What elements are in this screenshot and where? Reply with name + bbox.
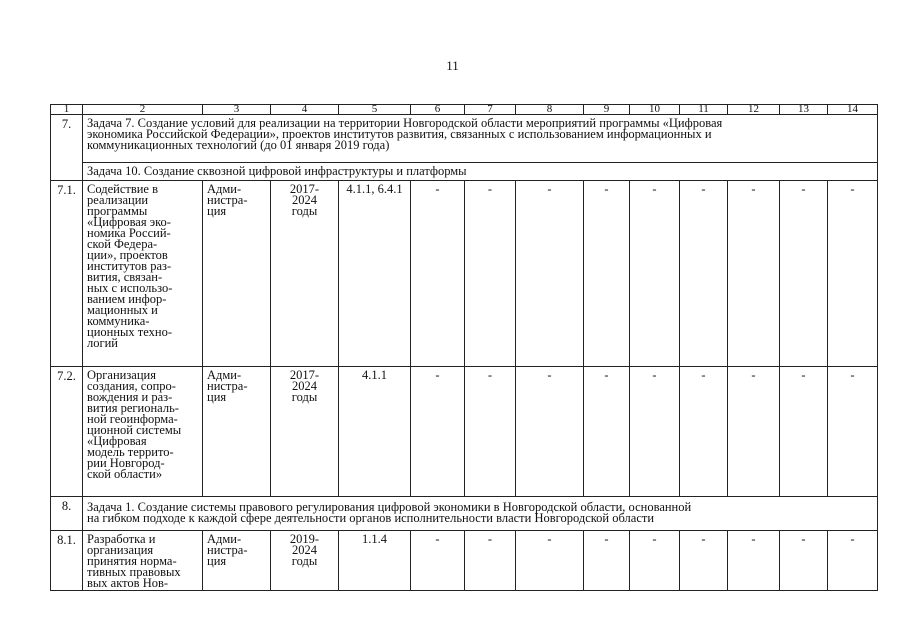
section-task-cell <box>83 115 878 181</box>
executor-line: ция <box>207 554 227 568</box>
activity-name-line: модель террито- <box>87 445 174 459</box>
column-number: 10 <box>630 105 680 115</box>
period-line: 2024 <box>292 193 317 207</box>
column-number: 2 <box>83 105 203 115</box>
dash-cell: - <box>584 181 630 367</box>
dash-cell: - <box>828 367 878 497</box>
target-indicators: 4.1.1 <box>339 367 411 497</box>
dash-cell: - <box>828 181 878 367</box>
table-row <box>51 181 878 367</box>
activity-name-line: ных с использо- <box>87 281 173 295</box>
column-number: 4 <box>271 105 339 115</box>
activity-name-line: ционных техно- <box>87 325 172 339</box>
table-row <box>51 531 878 591</box>
column-number: 5 <box>339 105 411 115</box>
column-number: 14 <box>828 105 878 115</box>
activity-name-line: принятия норма- <box>87 554 177 568</box>
dash-cell: - <box>630 367 680 497</box>
activity-name-line: номика Россий- <box>87 226 171 240</box>
section-number: 8. <box>51 497 83 531</box>
executor-line: Адми- <box>207 368 242 382</box>
dash-cell: - <box>465 181 516 367</box>
activity-name-line: Организация <box>87 368 156 382</box>
activity-name-line: организация <box>87 543 154 557</box>
dash-cell: - <box>680 181 728 367</box>
activity-name-line: вождения и раз- <box>87 390 173 404</box>
task-text-line: на гибком подходе к каждой сфере деятельности органов исполнительности власти Новгородской области <box>87 511 655 525</box>
activity-name-line: ской области» <box>87 467 163 481</box>
task-text-line: Задача 7. Создание условий для реализации на территории Новгородской области мероприятий программы «Цифровая <box>87 116 723 130</box>
period-line: годы <box>291 390 318 404</box>
activity-name-line: «Цифровая эко- <box>87 215 171 229</box>
dash-cell: - <box>584 531 630 591</box>
page-number: 11 <box>446 58 459 73</box>
executor-line: нистра- <box>207 379 248 393</box>
column-number: 3 <box>203 105 271 115</box>
column-number-row <box>51 105 878 115</box>
activity-name-line: ционной системы <box>87 423 182 437</box>
executor <box>203 367 271 497</box>
period-line: 2019- <box>289 532 320 546</box>
activity-name-line: мационных и <box>87 303 158 317</box>
program-table <box>50 104 878 591</box>
period-line: годы <box>291 204 318 218</box>
dash-cell: - <box>728 367 780 497</box>
dash-cell: - <box>630 181 680 367</box>
task-text-line: Задача 10. Создание сквозной цифровой инфраструктуры и платформы <box>87 164 467 178</box>
column-number: 8 <box>516 105 584 115</box>
period <box>271 531 339 591</box>
dash-cell: - <box>584 367 630 497</box>
dash-cell: - <box>828 531 878 591</box>
row-number: 7.1. <box>51 181 83 367</box>
activity-name-line: «Цифровая <box>87 434 147 448</box>
period-line: 2017- <box>289 182 320 196</box>
activity-name <box>83 181 203 367</box>
period-line: 2024 <box>292 543 317 557</box>
activity-name-line: ции», проектов <box>87 248 168 262</box>
task-text-line: Задача 1. Создание системы правового регулирования цифровой экономики в Новгородской области, основанной <box>87 500 692 514</box>
activity-name-line: ной геоинформа- <box>87 412 178 426</box>
column-number: 12 <box>728 105 780 115</box>
executor-line: нистра- <box>207 543 248 557</box>
activity-name <box>83 531 203 591</box>
dash-cell: - <box>728 531 780 591</box>
dash-cell: - <box>411 367 465 497</box>
activity-name-line: реализации <box>87 193 149 207</box>
activity-name-line: вития региональ- <box>87 401 179 415</box>
activity-name-line: Разработка и <box>87 532 156 546</box>
column-number: 9 <box>584 105 630 115</box>
activity-name-line: коммуника- <box>87 314 150 328</box>
activity-name-line: вых актов Нов- <box>87 576 169 590</box>
dash-cell: - <box>516 367 584 497</box>
dash-cell: - <box>728 181 780 367</box>
table-row <box>51 367 878 497</box>
activity-name-line: Содействие в <box>87 182 159 196</box>
activity-name-line: вития, связан- <box>87 270 163 284</box>
period <box>271 367 339 497</box>
dash-cell: - <box>680 367 728 497</box>
dash-cell: - <box>411 531 465 591</box>
section-number: 7. <box>51 115 83 181</box>
target-indicators: 1.1.4 <box>339 531 411 591</box>
column-number: 11 <box>680 105 728 115</box>
dash-cell: - <box>516 531 584 591</box>
section-row <box>51 497 878 531</box>
activity-name-line: логий <box>87 336 118 350</box>
column-number: 6 <box>411 105 465 115</box>
column-number: 13 <box>780 105 828 115</box>
dash-cell: - <box>680 531 728 591</box>
executor-line: нистра- <box>207 193 248 207</box>
executor-line: ция <box>207 390 227 404</box>
period-line: годы <box>291 554 318 568</box>
activity-name-line: рии Новгород- <box>87 456 165 470</box>
task-text-line: коммуникационных технологий (до 01 января 2019 года) <box>87 138 390 152</box>
section-task-cell <box>83 497 878 531</box>
executor-line: Адми- <box>207 532 242 546</box>
executor <box>203 531 271 591</box>
executor <box>203 181 271 367</box>
activity-name-line: создания, сопро- <box>87 379 176 393</box>
dash-cell: - <box>465 367 516 497</box>
dash-cell: - <box>780 367 828 497</box>
activity-name-line: программы <box>87 204 148 218</box>
period <box>271 181 339 367</box>
activity-name-line: институтов раз- <box>87 259 172 273</box>
task-text-line: экономика Российской Федерации», проектов институтов развития, связанных с использованием информационных и <box>87 127 712 141</box>
period-line: 2024 <box>292 379 317 393</box>
row-number: 8.1. <box>51 531 83 591</box>
target-indicators: 4.1.1, 6.4.1 <box>339 181 411 367</box>
section-row <box>51 115 878 181</box>
column-number: 7 <box>465 105 516 115</box>
column-number: 1 <box>51 105 83 115</box>
activity-name-line: тивных правовых <box>87 565 181 579</box>
dash-cell: - <box>630 531 680 591</box>
executor-line: Адми- <box>207 182 242 196</box>
activity-name <box>83 367 203 497</box>
dash-cell: - <box>411 181 465 367</box>
executor-line: ция <box>207 204 227 218</box>
dash-cell: - <box>516 181 584 367</box>
dash-cell: - <box>465 531 516 591</box>
dash-cell: - <box>780 181 828 367</box>
period-line: 2017- <box>289 368 320 382</box>
dash-cell: - <box>780 531 828 591</box>
row-number: 7.2. <box>51 367 83 497</box>
activity-name-line: ванием инфор- <box>87 292 167 306</box>
activity-name-line: ской Федера- <box>87 237 158 251</box>
